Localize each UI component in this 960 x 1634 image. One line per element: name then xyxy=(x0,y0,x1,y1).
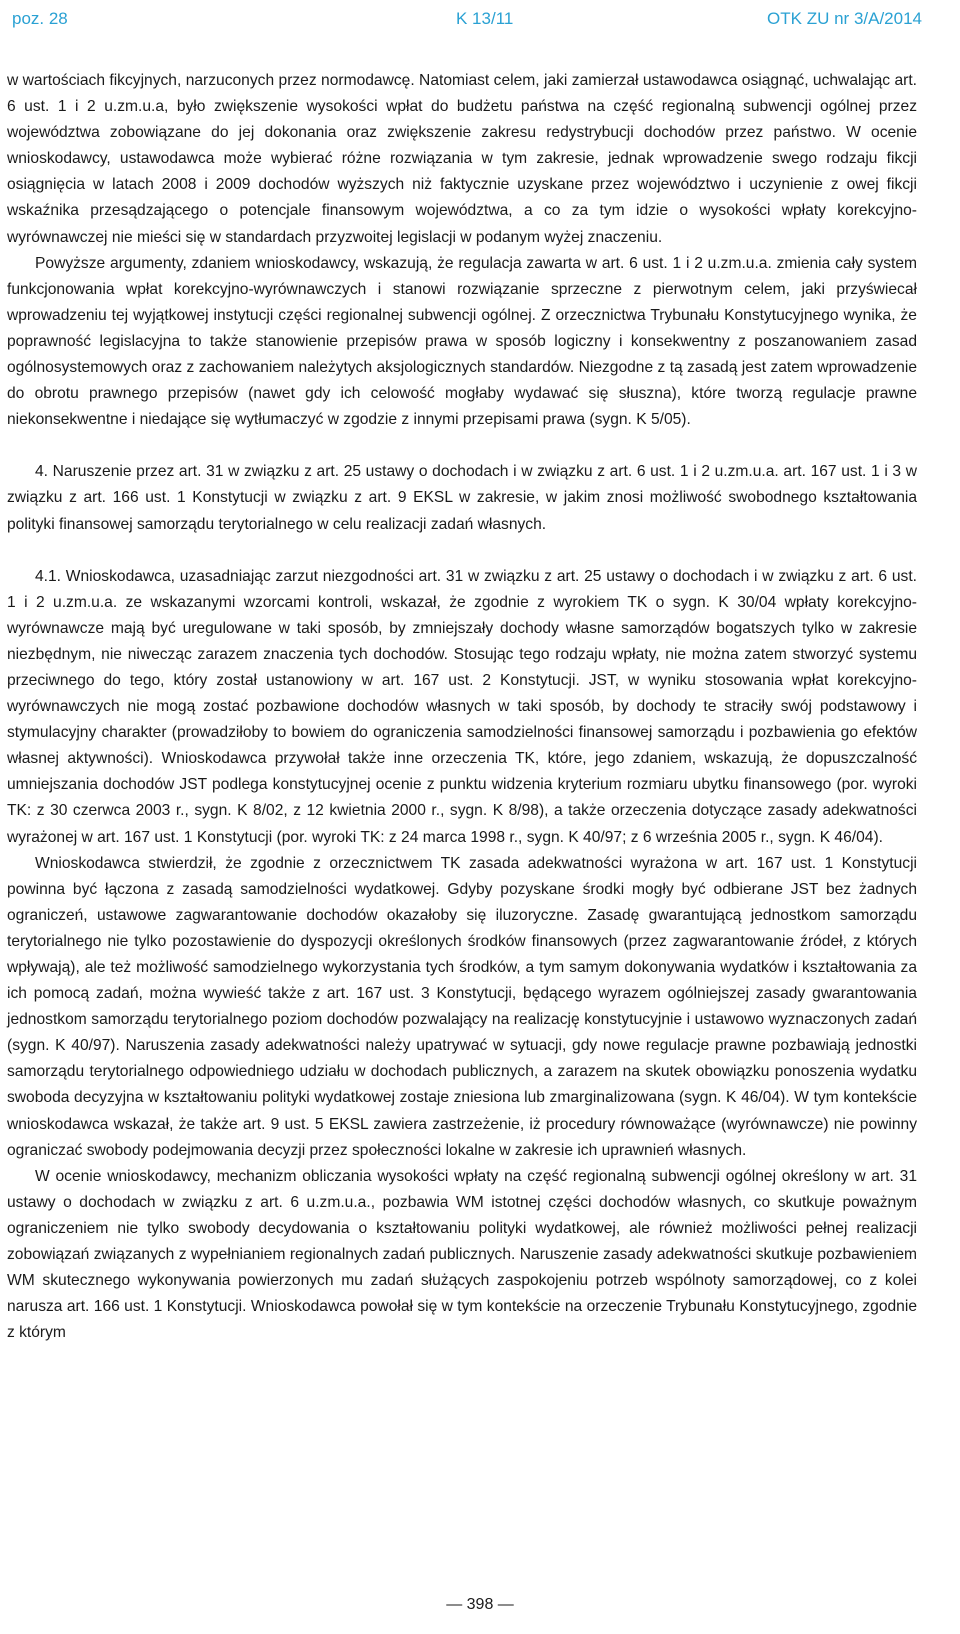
document-body xyxy=(7,68,917,1346)
header-case-number: K 13/11 xyxy=(456,9,514,28)
page-header xyxy=(0,0,960,40)
page-footer: — 398 — xyxy=(446,1596,514,1613)
header-publication: OTK ZU nr 3/A/2014 xyxy=(767,9,922,28)
paragraph-4-1: 4.1. Wnioskodawca, uzasadniając zarzut niezgodności art. 31 w związku z art. 25 ustawy o dochodach i w związku z art. 6 ust. 1 i 2 u.zm.u.a. ze wskazanymi wzorcami kontroli, wskazał, że zgodnie z wyrokiem TK o sygn. K 30/04 wpłaty korekcyjno-wyrównawcze mają być uregulowane w taki sposób, by zmniejszały dochody własne samorządów bogatszych tylko w zakresie niezbędnym, nie niwecząc zarazem znaczenia tych dochodów. Stosując tego rodzaju wpłaty, nie można zatem stworzyć systemu przeciwnego do tego, który został ustanowiony w art. 167 ust. 2 Konstytucji. JST, w wyniku stosowania wpłat korekcyjno-wyrównawczych nie mogą zostać pozbawione dochodów własnych w taki sposób, by dochody te straciły swój podstawowy i stymulacyjny charakter (prowadziłoby to bowiem do ograniczenia samodzielności finansowej samorządu i pozbawienia go efektów własnej aktywności). Wnioskodawca przywołał także inne orzeczenia TK, które, jego zdaniem, wskazują, że dopuszczalność umniejszania dochodów JST podlega konstytucyjnej ocenie z punktu widzenia kryterium rozmiaru ubytku finansowego (por. wyroki TK: z 30 czerwca 2003 r., sygn. K 8/02, z 12 kwietnia 2000 r., sygn. K 8/98), a także orzeczenia dotyczące zasady adekwatności wyrażonej w art. 167 ust. 1 Konstytucji (por. wyroki TK: z 24 marca 1998 r., sygn. K 40/97; z 6 września 2005 r., sygn. K 46/04). xyxy=(7,567,917,846)
paragraph-1: w wartościach fikcyjnych, narzuconych przez normodawcę. Natomiast celem, jaki zamierzał ustawodawca osiągnąć, uchwalając art. 6 ust. 1 i 2 u.zm.u.a, było zwiększenie wysokości wpłat do budżetu państwa na część regionalną subwencji ogólnej przez województwa zobowiązane do jej dokonania oraz zwiększenie zakresu redystrybucji dochodów przez państwo. W ocenie wnioskodawcy, ustawodawca może wybierać różne rozwiązania w tym zakresie, jednak wprowadzenie swego rodzaju fikcji osiągnięcia w latach 2008 i 2009 dochodów wyższych niż faktycznie uzyskane przez województwo i uczynienie z owej fikcji wskaźnika przesądzającego o potencjale finansowym województwa, a co za tym idzie o wysokości wpłaty korekcyjno-wyrównawczej nie mieści się w standardach przyzwoitej legislacji w podanym wyżej znaczeniu. xyxy=(7,72,917,246)
page-number: 398 xyxy=(466,1596,494,1613)
paragraph-2: Powyższe argumenty, zdaniem wnioskodawcy, wskazują, że regulacja zawarta w art. 6 ust. 1 i 2 u.zm.u.a. zmienia cały system funkcjonowania wpłat korekcyjno-wyrównawczych i stanowi rozwiązanie sprzeczne z pierwotnym celem, jaki przyświecał wprowadzeniu tej wyjątkowej instytucji części regionalnej subwencji ogólnej. Z orzecznictwa Trybunału Konstytucyjnego wynika, że poprawność legislacyjna to także stanowienie przepisów prawa w sposób logiczny i konsekwentny z poszanowaniem zasad ogólnosystemowych oraz z zachowaniem należytych aksjologicznych standardów. Niezgodne z tą zasadą jest zatem wprowadzenie do obrotu prawnego przepisów (nawet gdy ich celowość mogłaby wydawać się słuszna), które tworzą regulacje prawne niekonsekwentne i niedające się wytłumaczyć w zgodzie z innymi przepisami prawa (sygn. K 5/05). xyxy=(7,254,917,429)
paragraph-6: W ocenie wnioskodawcy, mechanizm obliczania wysokości wpłaty na część regionalną subwencji ogólnej określony w art. 31 ustawy o dochodach w związku z art. 6 u.zm.u.a., pozbawia WM istotnej części dochodów własnych, co skutkuje poważnym ograniczeniem nie tylko swobody decydowania o kształtowaniu polityki wydatkowej, ale również możliwości pełnej realizacji zobowiązań związanych z wypełnianiem regionalnych zadań publicznych. Naruszenie zasady adekwatności skutkuje pozbawieniem WM skutecznego wykonywania powierzonych mu zadań służących zaspokojeniu potrzeb wspólnoty samorządowej, co z kolei narusza art. 166 ust. 1 Konstytucji. Wnioskodawca powołał się w tym kontekście na orzeczenie Trybunału Konstytucyjnego, zgodnie z którym xyxy=(7,1167,917,1342)
section-4-heading: 4. Naruszenie przez art. 31 w związku z art. 25 ustawy o dochodach i w związku z art. 6 ust. 1 i 2 u.zm.u.a. art. 167 ust. 1 i 3 w związku z art. 166 ust. 1 Konstytucji w związku z art. 9 EKSL w zakresie, w jakim znosi możliwość swobodnego kształtowania polityki finansowej samorządu terytorialnego w celu realizacji zadań własnych. xyxy=(7,463,917,533)
header-position: poz. 28 xyxy=(12,9,68,28)
paragraph-5: Wnioskodawca stwierdził, że zgodnie z orzecznictwem TK zasada adekwatności wyrażona w art. 167 ust. 1 Konstytucji powinna być łączona z zasadą samodzielności wydatkowej. Gdyby pozyskane środki mogły być odbierane JST bez żadnych ograniczeń, ustawowe zagwarantowanie dochodów okazałoby się iluzoryczne. Zasadę gwarantującą jednostkom samorządu terytorialnego nie tylko pozostawienie do dyspozycji określonych środków finansowych (przez zagwarantowanie źródeł, z których wpływają), ale też możliwość samodzielnego wykorzystania tych środków, a tym samym dokonywania wydatków i kształtowania za ich pomocą zadań, można wywieść także z art. 167 ust. 3 Konstytucji, będącego wyrazem ogólniejszej zasady gwarantowania jednostkom samorządu terytorialnego poziom dochodów pozwalający na realizację konstytucyjnie i ustawowo wyznaczonych zadań (sygn. K 40/97). Naruszenia zasady adekwatności należy upatrywać w sytuacji, gdy nowe regulacje prawne pozbawiają jednostki samorządu terytorialnego odpowiedniego udziału w dochodach publicznych, a zarazem na skutek obowiązku ponoszenia wydatku swoboda decyzyjna w kształtowaniu polityki wydatkowej zostaje zniesiona lub zmarginalizowana (sygn. K 46/04). W tym kontekście wnioskodawca wskazał, że także art. 9 ust. 5 EKSL zawiera zastrzeżenie, iż procedury równoważące (wyrównawcze) nie powinny ograniczać swobody podejmowania decyzji przez społeczności lokalne w zakresie ich uprawnień własnych. xyxy=(7,854,917,1159)
